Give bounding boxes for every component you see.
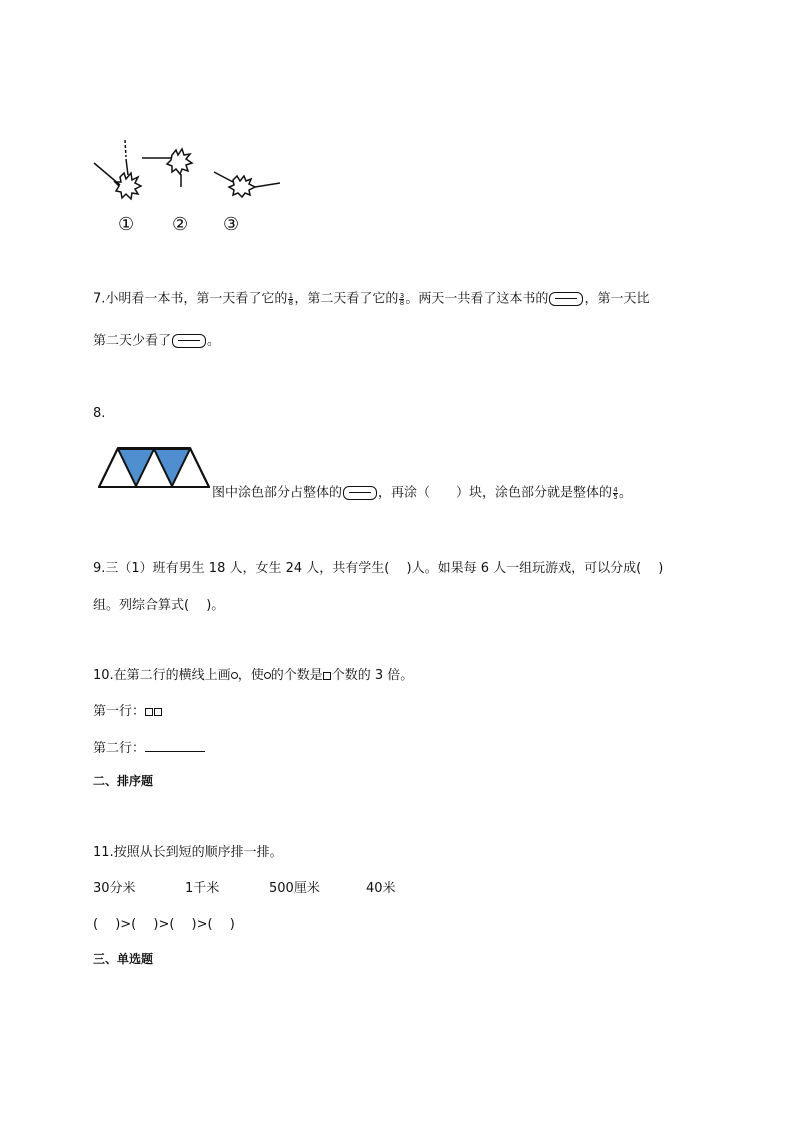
q11-question: 11.按照从长到短的顺序排一排。	[93, 845, 283, 860]
q11-item-2: 1千米	[185, 881, 220, 896]
circle-symbol	[264, 672, 271, 679]
q10-row2-label: 第二行：	[93, 741, 146, 756]
q7-line2-suffix: 。	[207, 333, 221, 349]
section-title-single-choice: 三、单选题	[93, 952, 154, 966]
q7-answer-blank-2[interactable]	[172, 334, 206, 348]
q7-line-2	[93, 334, 220, 348]
q7-line-1	[93, 292, 649, 306]
q10-text-b: ，使	[237, 668, 264, 683]
figure-3	[214, 172, 280, 197]
figure-label-1: ①	[118, 214, 135, 235]
q9-line-1: 9.三（1）班有男生 18 人，女生 24 人，共有学生( )人。如果每 6 人一组玩游戏，可以分成( )	[93, 561, 664, 576]
q7-mid-3: ，第一天比	[584, 291, 650, 307]
q10-text-c: 的个数是	[270, 668, 323, 683]
q8-text-2: ，再涂（ ）块，涂色部分就是整体的	[378, 485, 613, 501]
q7-prefix: 7.小明看一本书，第一天看了它的	[93, 291, 288, 307]
section-title-ordering: 二、排序题	[93, 774, 154, 788]
q7-fraction-2: $\frac{3}{8}$	[399, 291, 405, 307]
q10-row-1	[93, 705, 163, 718]
q7-mid-2: 。两天一共看了这本书的	[405, 291, 549, 307]
q8-triangle-figure	[98, 447, 210, 489]
q10-question	[93, 669, 413, 682]
circle-symbol	[231, 672, 238, 679]
square-symbol	[145, 708, 153, 716]
square-symbol	[323, 672, 331, 680]
q7-mid-1: ，第二天看了它的	[294, 291, 399, 307]
q8-answer-blank[interactable]	[343, 486, 377, 500]
figure-labels	[118, 214, 239, 235]
q10-answer-line[interactable]	[145, 741, 205, 752]
figure-label-3: ③	[223, 214, 240, 235]
q9-line-2: 组。列综合算式( )。	[93, 598, 225, 613]
q11-answer-line[interactable]: ( )>( )>( )>( )	[93, 917, 235, 932]
q10-text-d: 个数的 3 倍。	[331, 668, 414, 683]
square-symbol	[154, 708, 162, 716]
q11-item-4: 40米	[366, 881, 396, 896]
figure-2	[142, 149, 192, 187]
q8-suffix: 。	[619, 485, 633, 501]
q10-row-2	[93, 741, 205, 755]
q10-text-a: 10.在第二行的横线上画	[93, 668, 231, 683]
top-figure	[90, 135, 290, 240]
q7-line2-prefix: 第二天少看了	[93, 333, 172, 349]
q11-item-3: 500厘米	[269, 881, 320, 896]
q7-fraction-1: $\frac{1}{8}$	[288, 291, 294, 307]
q10-row1-label: 第一行：	[93, 704, 146, 719]
q8-text	[212, 486, 632, 500]
q7-answer-blank-1[interactable]	[549, 292, 583, 306]
q8-number: 8.	[93, 406, 106, 421]
figure-label-2: ②	[172, 214, 189, 235]
q8-fraction: $\frac{4}{5}$	[613, 485, 618, 501]
q11-item-1: 30分米	[93, 881, 136, 896]
q8-text-1: 图中涂色部分占整体的	[212, 485, 343, 501]
figure-1	[94, 140, 141, 199]
